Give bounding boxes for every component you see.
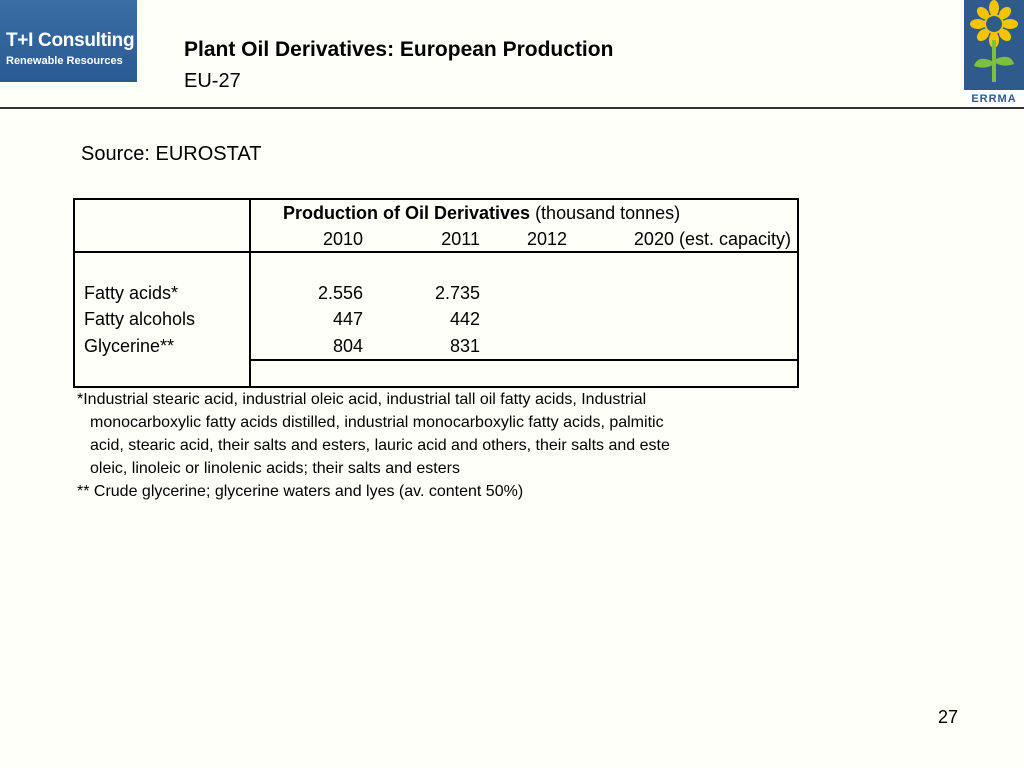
table-data-rule	[249, 359, 799, 361]
table-heading	[283, 203, 680, 224]
footnote-1-line-3: acid, stearic acid, their salts and esters, lauric acid and others, their salts and este	[90, 437, 670, 454]
row-fatty-acids-2011: 2.735	[434, 283, 480, 303]
table-border-bottom	[73, 386, 799, 388]
row-fatty-acids-2010: 2.556	[317, 283, 363, 303]
table-header-rule	[73, 251, 799, 253]
year-2011: 2011	[441, 229, 480, 249]
errma-wordmark: ERRMA	[964, 90, 1024, 108]
row-glycerine-2011: 831	[449, 336, 480, 356]
table-heading-unit: (thousand tonnes)	[530, 203, 681, 223]
row-glycerine-2010: 804	[332, 336, 363, 356]
source-note: Source: EUROSTAT	[81, 143, 262, 165]
table-heading-bold: Production of Oil Derivatives	[283, 203, 531, 223]
page-number: 27	[938, 707, 959, 727]
footnote-1-line-4: oleic, linoleic or linolenic acids; their salts and esters	[90, 460, 460, 477]
sunflower-icon	[964, 0, 1024, 90]
row-label-fatty-acids: Fatty acids*	[84, 283, 179, 303]
errma-logo	[964, 0, 1024, 108]
tconsulting-logo	[0, 0, 137, 82]
row-fatty-alcohols-2011: 442	[449, 309, 480, 329]
year-2012: 2012	[526, 229, 567, 249]
production-table	[73, 198, 799, 388]
table-border-top	[73, 198, 799, 200]
footnote-1-line-1: *Industrial stearic acid, industrial oleic acid, industrial tall oil fatty acids, Industrial	[77, 391, 647, 408]
row-label-glycerine: Glycerine**	[84, 336, 175, 356]
footnote-2: ** Crude glycerine; glycerine waters and lyes (av. content 50%)	[77, 483, 524, 500]
year-2010: 2010	[322, 229, 363, 249]
page-subtitle: EU-27	[184, 70, 241, 92]
page-title: Plant Oil Derivatives: European Production	[184, 38, 614, 61]
footnote-1-line-2: monocarboxylic fatty acids distilled, industrial monocarboxylic fatty acids, palmitic	[90, 414, 664, 431]
year-2020: 2020 (est. capacity)	[633, 229, 791, 249]
row-label-fatty-alcohols: Fatty alcohols	[84, 309, 196, 329]
logo-tagline: Renewable Resources	[6, 55, 123, 67]
logo-name: T+I Consulting	[6, 30, 135, 51]
header-divider	[0, 107, 1024, 109]
table-border-left	[73, 198, 75, 388]
row-fatty-alcohols-2010: 447	[332, 309, 363, 329]
